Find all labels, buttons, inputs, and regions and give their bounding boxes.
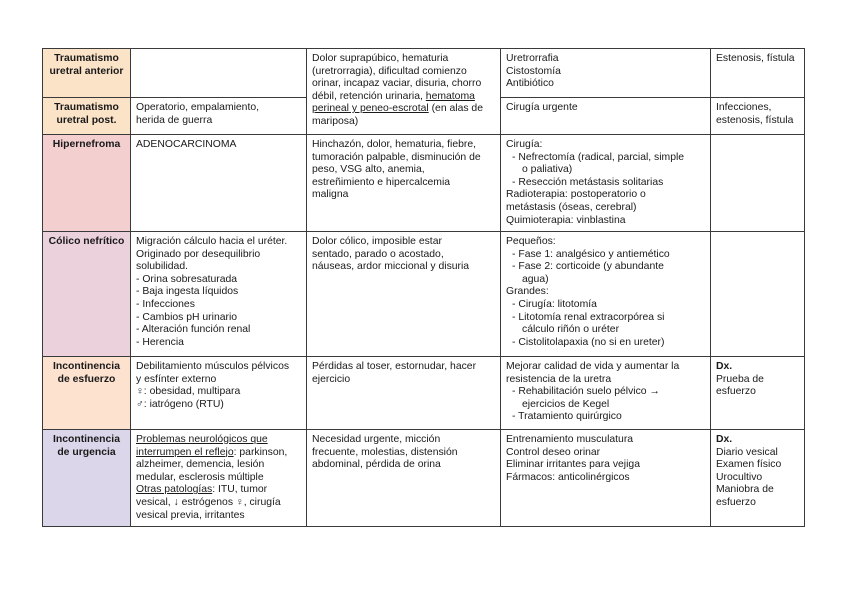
cause-line: solubilidad.: [136, 261, 188, 273]
treatment-line: Cistostomía: [506, 65, 561, 77]
cause-text: : ITU, tumor: [212, 484, 268, 496]
cause-line: ADENOCARCINOMA: [136, 139, 237, 150]
clinic-cell: [307, 232, 501, 357]
clinic-line: [312, 91, 495, 104]
cause-line: - Alteración función renal: [136, 324, 251, 336]
treatment-cell: [501, 357, 711, 430]
extra-line: Diario vesical: [716, 446, 778, 458]
extra-line: Urocultivo: [716, 471, 763, 483]
treatment-line: Antibiótico: [506, 78, 554, 90]
treatment-line: Cirugía:: [506, 139, 543, 150]
clinic-line: Pérdidas al toser, estornudar, hacer: [312, 361, 477, 372]
treatment-cell: [501, 98, 711, 135]
treatment-line: Pequeños:: [506, 236, 556, 247]
cause-cell: [131, 49, 307, 98]
clinic-underlined-text: perineal y peneo-escrotal: [312, 103, 429, 115]
cause-cell: [131, 232, 307, 357]
table-row: [43, 232, 805, 357]
treatment-line: - Cistolitolapaxia (no si en ureter): [512, 336, 665, 348]
cause-underlined-text: Otras patologías: [136, 484, 213, 496]
cause-line: - Infecciones: [136, 298, 195, 310]
cause-line: Migración cálculo hacia el uréter.: [136, 236, 288, 247]
clinic-cell: [307, 430, 501, 527]
cause-text: : parkinson,: [233, 446, 288, 458]
clinic-cell-traumatismo: [307, 49, 501, 135]
treatment-line: - Fase 1: analgésico y antiemético: [512, 248, 670, 260]
treatment-line: - Resección metástasis solitarias: [512, 176, 664, 188]
extra-line: Prueba de: [716, 373, 764, 385]
extra-line: esfuerzo: [716, 496, 756, 508]
cause-cell: [131, 98, 307, 135]
clinic-line: Dolor suprapúbico, hematuria: [312, 53, 449, 64]
cause-line: [136, 484, 301, 497]
treatment-line: Eliminar irritantes para vejiga: [506, 459, 640, 471]
row-header-traumatismo-posterior: Traumatismo uretral post.: [43, 98, 131, 135]
clinic-line: orinar, incapaz vaciar, disuria, chorro: [312, 78, 482, 90]
extra-line: Maniobra de: [716, 484, 774, 496]
cause-line: alzheimer, demencia, lesión: [136, 459, 265, 471]
row-header-incontinencia-urgencia: Incontinencia de urgencia: [43, 430, 131, 527]
cause-line: - Baja ingesta líquidos: [136, 286, 239, 298]
clinic-line: ejercicio: [312, 373, 351, 385]
cause-line: Operatorio, empalamiento,: [136, 102, 260, 113]
clinic-line: peso, VSG alto, anemia,: [312, 164, 425, 176]
treatment-line: - Litotomía renal extracorpórea si: [512, 311, 665, 323]
table-row: [43, 357, 805, 430]
clinic-line: Necesidad urgente, micción: [312, 434, 441, 445]
clinic-line: Hinchazón, dolor, hematuria, fiebre,: [312, 139, 477, 150]
cause-line: Debilitamiento músculos pélvicos: [136, 361, 290, 372]
clinic-line: Dolor cólico, imposible estar: [312, 236, 442, 247]
clinic-line: estreñimiento e hipercalcemia: [312, 176, 451, 188]
treatment-line: ejercicios de Kegel: [522, 398, 610, 410]
table-row: [43, 135, 805, 232]
clinic-underlined-text: hematoma: [425, 90, 475, 102]
extra-title: Dx.: [716, 434, 733, 445]
treatment-cell: [501, 49, 711, 98]
treatment-line: o paliativa): [522, 164, 573, 176]
extra-cell: [711, 357, 805, 430]
extra-cell: [711, 430, 805, 527]
extra-line: estenosis, fístula: [716, 114, 794, 126]
cause-line: vesical previa, irritantes: [136, 509, 245, 521]
clinic-line: [312, 103, 495, 116]
extra-line: Infecciones,: [716, 102, 772, 113]
extra-cell: [711, 135, 805, 232]
extra-title: Dx.: [716, 361, 733, 372]
treatment-line: Mejorar calidad de vida y aumentar la: [506, 361, 680, 372]
row-header-traumatismo-anterior: Traumatismo uretral anterior: [43, 49, 131, 98]
row-header-hipernefroma: Hipernefroma: [43, 135, 131, 232]
clinic-line: náuseas, ardor miccional y disuria: [312, 261, 470, 273]
cause-line: [136, 447, 301, 460]
treatment-line: metástasis (óseas, cerebral): [506, 201, 637, 213]
treatment-line: - Nefrectomía (radical, parcial, simple: [512, 151, 685, 163]
cause-line: - Herencia: [136, 336, 184, 348]
clinic-line: (uretrorragia), dificultad comienzo: [312, 65, 467, 77]
treatment-line: cálculo riñón o uréter: [522, 324, 620, 336]
cause-line: ♂: iatrógeno (RTU): [136, 398, 224, 410]
table-row: [43, 49, 805, 98]
cause-line: vesical, ↓ estrógenos ♀, cirugía: [136, 496, 281, 508]
clinic-line: maligna: [312, 189, 349, 201]
clinic-text: (en alas de: [428, 103, 483, 115]
cause-underlined-line: Problemas neurológicos que: [136, 434, 268, 445]
clinic-line: tumoración palpable, disminución de: [312, 151, 481, 163]
cause-line: - Orina sobresaturada: [136, 273, 238, 285]
cause-underlined-text: interrumpen el reflejo: [136, 446, 234, 458]
extra-line: Estenosis, fístula: [716, 53, 795, 64]
treatment-line: Grandes:: [506, 286, 549, 298]
clinic-text: débil, retención urinaria,: [312, 90, 426, 102]
row-header-incontinencia-esfuerzo: Incontinencia de esfuerzo: [43, 357, 131, 430]
cause-line: herida de guerra: [136, 114, 213, 126]
treatment-line: Radioterapia: postoperatorio o: [506, 189, 646, 201]
cause-line: Originado por desequilibrio: [136, 248, 261, 260]
treatment-line: Fármacos: anticolinérgicos: [506, 471, 630, 483]
extra-cell: [711, 98, 805, 135]
treatment-cell: [501, 430, 711, 527]
treatment-line: - Cirugía: litotomía: [512, 298, 597, 310]
clinic-line: mariposa): [312, 115, 359, 127]
clinic-cell: [307, 135, 501, 232]
clinic-line: abdominal, pérdida de orina: [312, 459, 441, 471]
cause-cell: [131, 430, 307, 527]
treatment-line: Uretrorrafia: [506, 53, 559, 64]
cause-cell: [131, 357, 307, 430]
treatment-cell: [501, 135, 711, 232]
clinic-cell: [307, 357, 501, 430]
clinic-line: sentado, parado o acostado,: [312, 248, 444, 260]
treatment-line: - Tratamiento quirúrgico: [512, 411, 622, 423]
treatment-line: Cirugía urgente: [506, 102, 578, 113]
pathology-table: [42, 48, 805, 527]
cause-line: medular, esclerosis múltiple: [136, 471, 264, 483]
extra-line: Examen físico: [716, 459, 782, 471]
cause-line: - Cambios pH urinario: [136, 311, 238, 323]
treatment-line: - Fase 2: corticoide (y abundante: [512, 261, 664, 273]
treatment-line: Entrenamiento musculatura: [506, 434, 634, 445]
treatment-line: agua): [522, 273, 549, 285]
cause-line: y esfínter externo: [136, 373, 217, 385]
row-header-colico-nefritico: Cólico nefrítico: [43, 232, 131, 357]
treatment-cell: [501, 232, 711, 357]
table-row: [43, 430, 805, 527]
extra-cell: [711, 232, 805, 357]
cause-line: ♀: obesidad, multipara: [136, 386, 241, 398]
treatment-line: Control deseo orinar: [506, 446, 601, 458]
extra-line: esfuerzo: [716, 386, 756, 398]
treatment-line: - Rehabilitación suelo pélvico →: [512, 386, 660, 398]
cause-cell: [131, 135, 307, 232]
clinic-line: frecuente, molestias, distensión: [312, 446, 458, 458]
treatment-line: Quimioterapia: vinblastina: [506, 214, 626, 226]
treatment-line: resistencia de la uretra: [506, 373, 612, 385]
extra-cell: [711, 49, 805, 98]
